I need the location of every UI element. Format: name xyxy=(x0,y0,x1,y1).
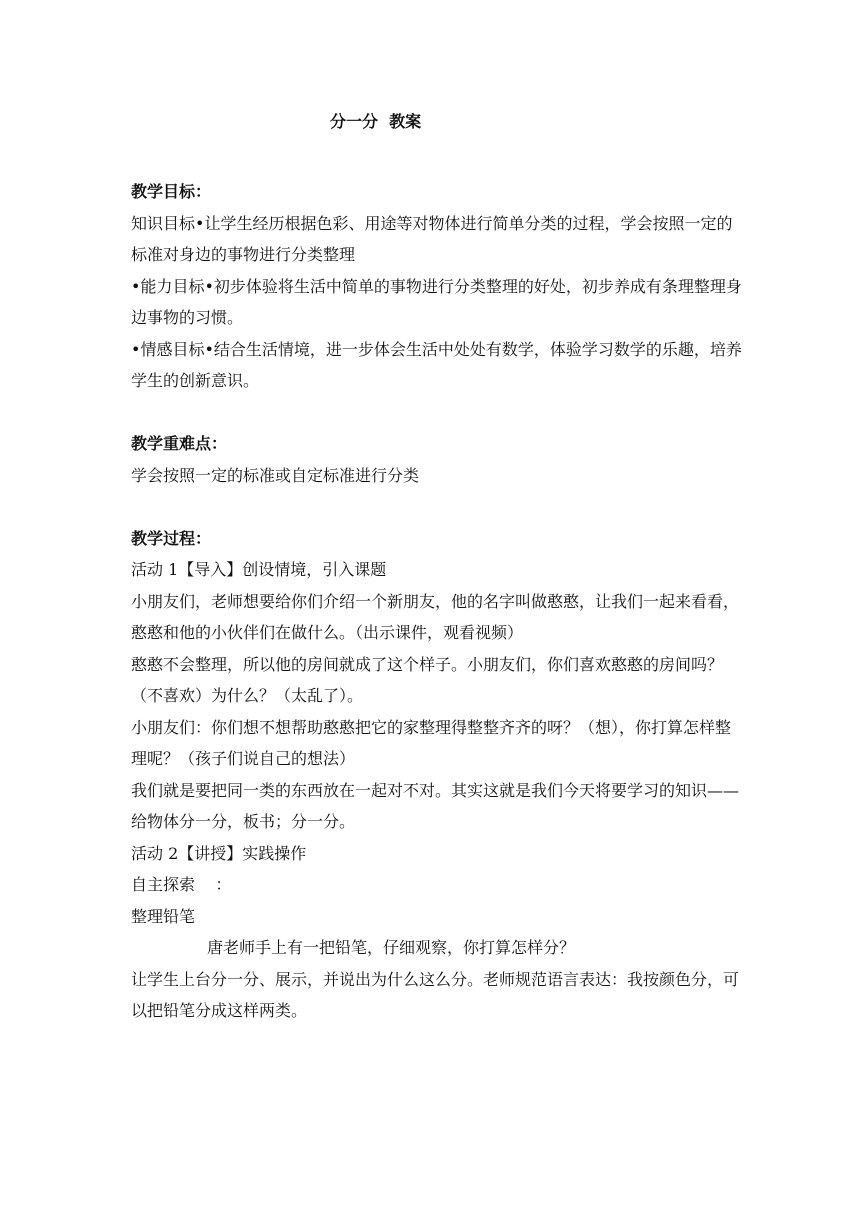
process-paragraph-1: 小朋友们，老师想要给你们介绍一个新朋友，他的名字叫做憨憨，让我们一起来看看，憨憨和他的小伙伴们在做什么。（出示课件，观看视频） xyxy=(131,591,740,642)
document-body xyxy=(131,176,743,1027)
emotion-objective: •情感目标•结合生活情境，进一步体会生活中处处有数学，体验学习数学的乐趣，培养学生的创新意识。 xyxy=(131,339,742,390)
ability-objective: •能力目标•初步体验将生活中简单的事物进行分类整理的好处，初步养成有条理整理身边事物的习惯。 xyxy=(131,276,742,327)
section-spacer xyxy=(131,397,743,429)
explore-label: 自主探索 ： xyxy=(131,875,232,894)
pencils-label: 整理铅笔 xyxy=(131,906,196,926)
activity2-title: 活动 2【讲授】实践操作 xyxy=(131,843,307,863)
knowledge-objective: 知识目标•让学生经历根据色彩、用途等对物体进行简单分类的过程，学会按照一定的标准对身边的事物进行分类整理 xyxy=(131,213,733,264)
process-heading: 教学过程： xyxy=(131,528,212,548)
process-paragraph-4: 我们就是要把同一类的东西放在一起对不对。其实这就是我们今天将要学习的知识——给物体分一分，板书；分一分。 xyxy=(131,780,740,831)
process-paragraph-2: 憨憨不会整理，所以他的房间就成了这个样子。小朋友们，你们喜欢憨憨的房间吗？（不喜欢）为什么？（太乱了）。 xyxy=(131,654,724,705)
key-points-text: 学会按照一定的标准或自定标准进行分类 xyxy=(131,465,420,485)
key-points-heading: 教学重难点： xyxy=(131,434,228,453)
activity1-title: 活动 1【导入】创设情境，引入课题 xyxy=(131,560,387,579)
section-spacer xyxy=(131,491,743,523)
teacher-question: 唐老师手上有一把铅笔，仔细观察，你打算怎样分？ xyxy=(207,938,576,957)
process-paragraph-5: 让学生上台分一分、展示，并说出为什么这么分。老师规范语言表达：我按颜色分，可以把铅笔分成这样两类。 xyxy=(131,969,740,1020)
process-paragraph-3: 小朋友们：你们想不想帮助憨憨把它的家整理得整整齐齐的呀？（想），你打算怎样整理呢？（孩子们说自己的想法） xyxy=(131,717,732,768)
objectives-heading: 教学目标： xyxy=(131,182,212,201)
document-title: 分一分 教案 xyxy=(330,112,422,131)
